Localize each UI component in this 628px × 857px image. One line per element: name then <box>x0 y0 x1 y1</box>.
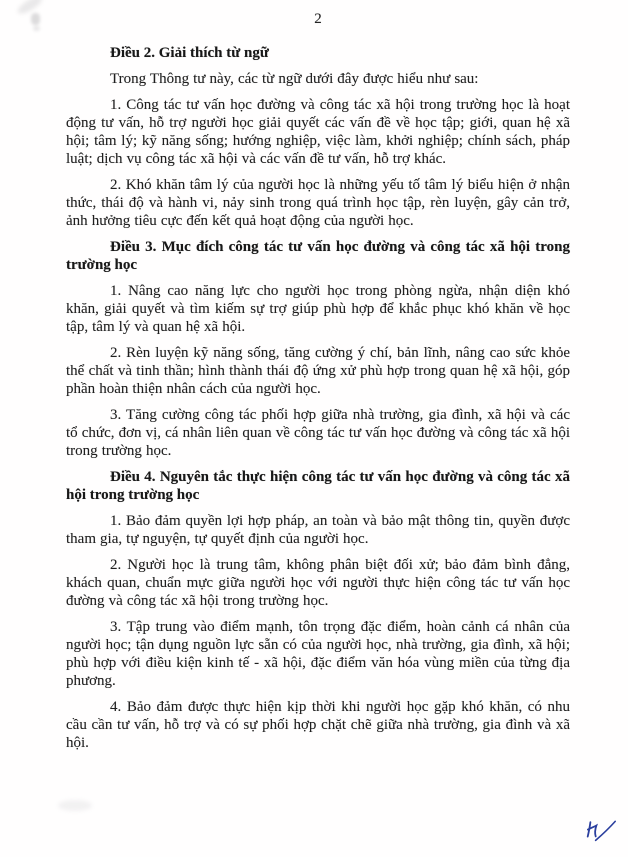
scan-artifact <box>58 800 92 811</box>
signature-stroke <box>596 821 616 840</box>
article-3-clause-2: 2. Rèn luyện kỹ năng sống, tăng cường ý chí, bản lĩnh, nâng cao sức khỏe thể chất và tinh thần; hình thành thái độ ứng xử phù hợp trong quan hệ xã hội, góp phần hoàn thiện nhân cách của người học. <box>66 345 570 397</box>
handwritten-initial-signature <box>583 818 619 846</box>
article-2-clause-2: 2. Khó khăn tâm lý của người học là những yếu tố tâm lý biểu hiện ở nhận thức, thái độ và hành vi, nảy sinh trong quá trình học tập, rèn luyện, gây cản trở, ảnh hưởng tiêu cực đến kết quả hoạt động của người học. <box>66 177 570 229</box>
article-2-clause-1: 1. Công tác tư vấn học đường và công tác xã hội trong trường học là hoạt động tư vấn, hỗ trợ người học giải quyết các vấn đề về học tập; giới, quan hệ xã hội; tâm lý; kỹ năng sống; hướng nghiệp, việc làm, khởi nghiệp; chính sách, pháp luật; dịch vụ công tác xã hội và các vấn đề tư vấn, hỗ trợ khác. <box>66 97 570 167</box>
article-2-intro-paragraph: Trong Thông tư này, các từ ngữ dưới đây được hiểu như sau: <box>110 71 479 87</box>
article-2-heading: Điều 2. Giải thích từ ngữ <box>110 45 269 61</box>
article-3-clause-3: 3. Tăng cường công tác phối hợp giữa nhà trường, gia đình, xã hội và các tổ chức, đơn vị, cá nhân liên quan về công tác tư vấn học đường và công tác xã hội trong trường học. <box>66 407 570 459</box>
article-4-clause-1: 1. Bảo đảm quyền lợi hợp pháp, an toàn và bảo mật thông tin, quyền được tham gia, tự nguyện, tự quyết định của người học. <box>66 513 570 547</box>
article-3-clause-1: 1. Nâng cao năng lực cho người học trong phòng ngừa, nhận diện khó khăn, giải quyết và tìm kiếm sự trợ giúp phù hợp để khắc phục khó khăn về học tập, tâm lý và quan hệ xã hội. <box>66 283 570 335</box>
article-4-clause-2: 2. Người học là trung tâm, không phân biệt đối xử; bảo đảm bình đẳng, khách quan, chuẩn mực giữa người học với người thực hiện công tác tư vấn học đường và công tác xã hội trong trường học. <box>66 557 570 609</box>
article-4-clause-4: 4. Bảo đảm được thực hiện kịp thời khi người học gặp khó khăn, có nhu cầu cần tư vấn, hỗ trợ và có sự phối hợp chặt chẽ giữa nhà trường, gia đình và xã hội. <box>66 699 570 751</box>
article-4-heading: Điều 4. Nguyên tắc thực hiện công tác tư vấn học đường và công tác xã hội trong trường học <box>66 469 570 503</box>
article-4-clause-3: 3. Tập trung vào điểm mạnh, tôn trọng đặc điểm, hoàn cảnh cá nhân của người học; tận dụng nguồn lực sẵn có của người học, nhà trường, gia đình, xã hội; phù hợp với điều kiện kinh tế - xã hội, đặc điểm văn hóa vùng miền của từng địa phương. <box>66 619 570 689</box>
page-number: 2 <box>314 11 322 27</box>
article-3-heading: Điều 3. Mục đích công tác tư vấn học đường và công tác xã hội trong trường học <box>66 239 570 273</box>
